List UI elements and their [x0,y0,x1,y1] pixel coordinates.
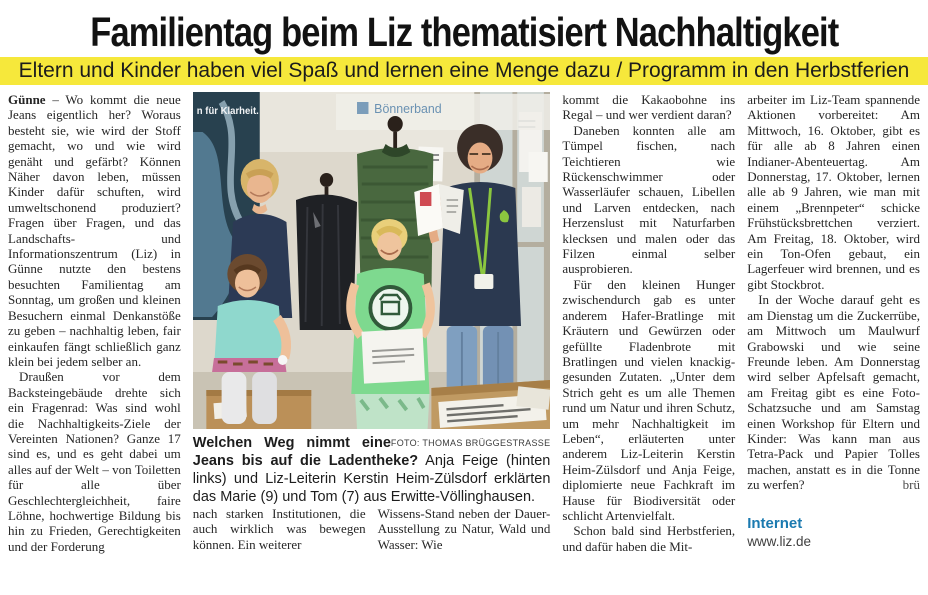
paragraph-text: In der Woche darauf geht es am Dienstag um die Zuckerrübe, am Mittwoch um Maulwurf Grabowski und wie seine Freunde leben. Am Donnerstag wird selber Apfelsaft gemacht, am Freitag gibt es eine Foto-Schatzsuche und am Samstag einen Workshop für Eltern und Kinder: Was kann man aus Tetra-Pack und Papier Tolles machen, anstatt es in die Tonne zu werfen? [747,292,920,493]
subheadline: Eltern und Kinder haben viel Spaß und lernen eine Menge dazu / Programm in den Herbstferien [0,57,928,85]
text-column-2 [193,506,366,554]
photo-banner [336,94,551,130]
photo-illustration [193,92,551,429]
photo-booklet [414,184,464,236]
text-column-3 [378,506,551,554]
text-column-1 [8,92,181,554]
caption-text: Anja Feige (hinten links) und Liz-Leiterin Kerstin Heim-Zülsdorf erklärten das Marie (9) und Tom (7) aus Erwitte-Völlinghausen. [192,453,551,505]
internet-label: Internet [747,514,803,532]
internet-url-link[interactable]: www.liz.de [747,533,811,549]
banner-text: Bönnerband [373,101,442,117]
author-abbreviation: brü [902,477,920,493]
paragraph: nach starken Institutionen, die auch wirklich was bewegen können. Ein weiterer [192,506,366,552]
paragraph: Draußen vor dem Backsteingebäude drehte sich ein Fragenrad: Was sind wohl die Nachhaltigkeits-Ziele der Vereinten Nationen? Ganze 17 sind es, und es geht dabei um alles auf der Welt – von Toiletten für alle über Geschlechtergleichheit, faire Löhne, hochwertige Bildung bis hin zu Frieden, Gerechtigkeiten und der Forderung [8,369,181,554]
photo-boxes-posters [431,380,550,429]
text-column-4 [562,92,735,554]
photo-credit: FOTO: THOMAS BRÜGGESTRASSE [390,438,551,448]
paragraph-text: – Wo kommt die neue Jeans eigentlich her? Woraus besteht sie, wie wird der Stoff gemacht, wo und wie wird genäht und gefärbt? Können Näher davon leben, müssen Kinder dafür schuften, wird umweltschonend produziert? Fragen über Fragen, und das Landschafts- und Informationszentrum (Liz) in Günne nutzte den bestens besuchten Familientag am Sonntag, um großen und kleinen Besuchern einmal Denkanstöße zu geben – nachhaltig leben, fair einkaufen fängt schließlich ganz klein bei jedem selber an. [8,92,181,369]
headline-text: Familientag beim Liz thematisiert Nachhaltigkeit [89,9,839,55]
text-column-5 [747,92,920,554]
photo-block [193,92,551,506]
paragraph: Daneben konnten alle am Tümpel fischen, nach Teichtieren wie Rückenschwimmer oder Wasserläufer schauen, Libellen und Larven entdecken, nach Herzenslust mit Naturfarben klecksen und malen oder das Filzen einmal selber ausprobieren. [562,122,736,277]
internet-box [747,515,920,550]
paragraph: arbeiter im Liz-Team spannende Aktionen vorbereitet: Am Mittwoch, 16. Oktober, gibt es für alle ab 8 Jahren einen Indianer-Abenteuertag. Am Donnerstag, 17. Oktober, lernen alle ab 9 Jahren, wie man mit einem „Brennpeter“ schicke Frühstücksbrettchen verziert. Am Freitag, 18. Oktober, wird ein Ton-Ofen gebaut, ein Lagerfeuer wird brennen, und es gibt Stockbrot. [747,92,920,292]
page-title [0,10,928,54]
dateline: Günne [8,92,46,107]
paragraph [8,92,181,369]
caption-lead: Welchen Weg nimmt eine Jeans bis auf die Ladentheke? [192,435,419,469]
paragraph: kommt die Kakaobohne ins Regal – und wer verdient daran? [562,92,736,123]
article-body [8,92,920,554]
paragraph: Wissens-Stand neben der Dauer-Ausstellung zu Natur, Wald und Wasser: Wie [377,506,551,552]
article-photo [193,92,551,429]
photo-caption [193,434,551,506]
paragraph [747,292,920,492]
paragraph: Für den kleinen Hunger zwischendurch gab es unter anderem Hafer-Bratlinge mit Kräutern und Gewürzen oder gefüllte Fladenbrote mit Bratlingen und vielen knackig-gesunden Zutaten. „Unter dem Strich geht es um alle Themen rund um Natur und ihren Schutz, um mehr Nachhaltigkeit im Leben“, erläuterten unter anderem Liz-Leiterin Kerstin Heim-Zülsdorf und Anja Feige, diplomierte neue Fachkraft im Hause für Biodiversität oder schlicht Artenvielfalt. [562,276,736,523]
paragraph: Schon bald sind Herbstferien, und dafür haben die Mit- [562,523,736,554]
poster-text: n für Klarheit. [196,105,259,118]
